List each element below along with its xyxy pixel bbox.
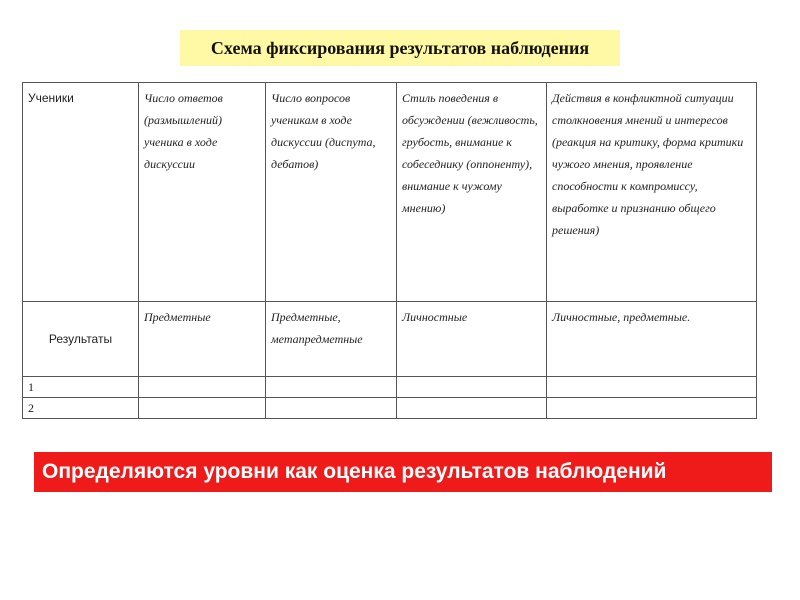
conclusion-banner: Определяются уровни как оценка результатов наблюдений <box>34 452 772 492</box>
row-number-cell: 1 <box>23 377 139 398</box>
header-cell-students: Ученики <box>23 83 139 302</box>
table-row <box>23 398 757 419</box>
observation-table <box>22 82 757 419</box>
header-cell-questions: Число вопросов ученикам в ходе дискуссии (диспута, дебатов) <box>266 83 397 302</box>
slide-title: Схема фиксирования результатов наблюдения <box>180 30 620 66</box>
table-cell <box>139 398 266 419</box>
table-row <box>23 377 757 398</box>
results-cell-conflict-actions: Личностные, предметные. <box>547 302 757 377</box>
header-cell-conflict-actions: Действия в конфликтной ситуации столкновения мнений и интересов (реакция на критику, форма критики чужого мнения, проявление способности к компромиссу, выработке и признанию общего решения) <box>547 83 757 302</box>
results-cell-answers: Предметные <box>139 302 266 377</box>
table-results-row <box>23 302 757 377</box>
results-cell-behavior-style: Личностные <box>397 302 547 377</box>
header-cell-behavior-style: Стиль поведения в обсуждении (вежливость, грубость, внимание к собеседнику (оппоненту), внимание к чужому мнению) <box>397 83 547 302</box>
results-cell-questions: Предметные, метапредметные <box>266 302 397 377</box>
table-cell <box>266 377 397 398</box>
table-cell <box>397 398 547 419</box>
results-label-cell: Результаты <box>23 302 139 377</box>
table-cell <box>547 377 757 398</box>
row-number-cell: 2 <box>23 398 139 419</box>
table-cell <box>266 398 397 419</box>
table-cell <box>547 398 757 419</box>
table-header-row <box>23 83 757 302</box>
table-cell <box>397 377 547 398</box>
header-cell-answers: Число ответов (размышлений) ученика в ходе дискуссии <box>139 83 266 302</box>
table-cell <box>139 377 266 398</box>
